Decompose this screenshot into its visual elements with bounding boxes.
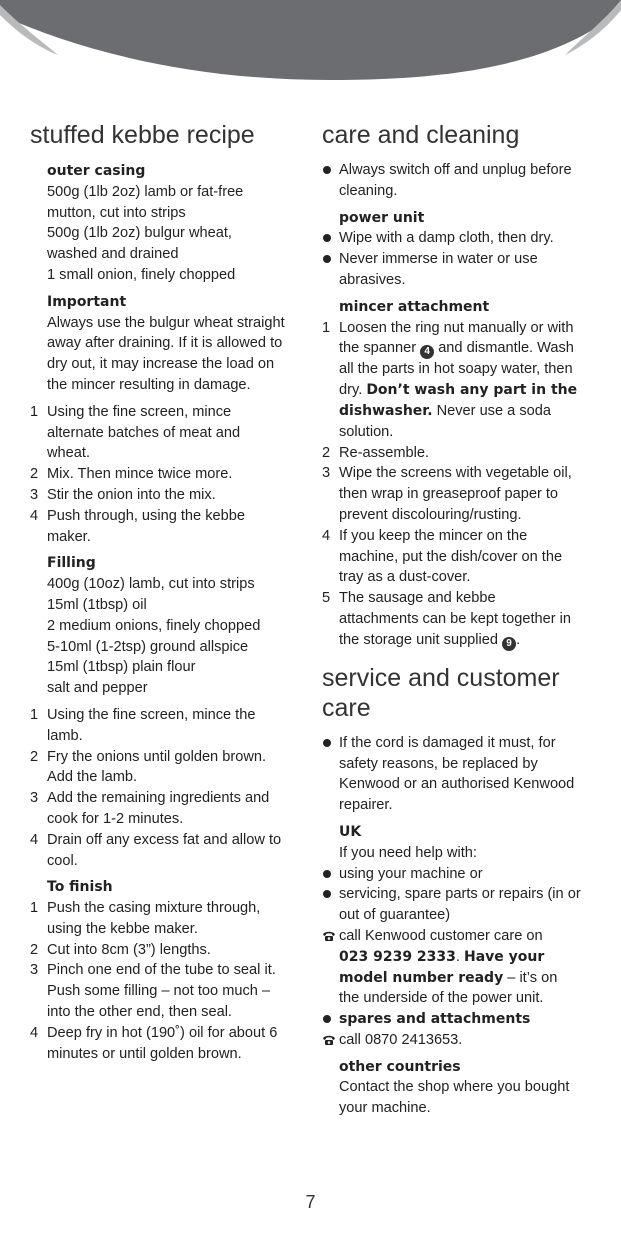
step-line: Deep fry in hot (190˚) oil for about 6 [47,1024,278,1041]
contact-line: call 0870 2413653. [339,1031,463,1048]
step-line [339,380,597,401]
power-unit-heading: power unit [339,209,425,226]
step-number: 4 [30,831,39,848]
list-item [322,588,597,651]
power-unit-section [322,208,597,229]
step-number: 1 [30,900,39,917]
telephone-icon [322,1035,336,1045]
step-line: then wrap in greaseproof paper to [339,486,559,503]
uk-section [322,822,597,864]
header-band-graphic [0,0,621,90]
step-line [339,401,597,422]
bullet-line: Always switch off and unplug before [339,162,572,178]
step-line: If you keep the mincer on the [339,527,528,544]
contact-line: the underside of the power unit. [339,990,544,1007]
contact-text: . [455,948,465,965]
bullet-icon [323,255,331,263]
contact-text: – it’s on [503,969,558,986]
step-number: 2 [30,466,39,483]
spanner-badge: 4 [420,345,434,359]
list-item [30,898,302,940]
step-line: tray as a dust-cover. [339,569,471,586]
other-countries-section [322,1057,597,1119]
ingredient-line: salt and pepper [47,680,148,697]
mincer-heading: mincer attachment [339,298,490,315]
step-line [339,338,597,359]
important-heading: Important [47,293,127,310]
step-line: prevent discolouring/rusting. [339,506,522,523]
bullet-line: cleaning. [339,182,398,199]
step-number: 2 [30,941,39,958]
list-item [322,733,597,816]
step-line: attachments can be kept together in [339,610,572,627]
step-line: Fry the onions until golden brown. [47,748,267,765]
outer-casing-section [30,161,302,396]
telephone-icon [322,931,336,941]
ingredient-line: 500g (1lb 2oz) lamb or fat-free [47,183,244,200]
ingredient-line: 500g (1lb 2oz) bulgur wheat, [47,225,232,242]
step-number: 3 [30,790,39,807]
service-title-line: service and customer [322,663,560,692]
contact-line [339,947,597,968]
other-countries-heading: other countries [339,1058,461,1075]
contact-emphasis: model number ready [339,969,504,986]
bullet-line: safety reasons, be replaced by [339,755,538,772]
step-text: and dismantle. Wash [434,340,574,357]
bullet-icon [323,234,331,242]
mincer-steps [322,318,597,651]
right-column [322,120,597,1119]
ingredient-line: washed and drained [47,246,179,263]
list-item [322,1009,597,1030]
note-line: away after draining. If it is allowed to [47,335,283,352]
list-item [322,463,597,525]
list-item [322,526,597,588]
step-line: Wipe the screens with vegetable oil, [339,465,572,482]
step-number: 1 [322,319,331,336]
bullet-line: repairer. [339,797,393,814]
step-number: 2 [30,748,39,765]
finish-steps [30,898,302,1064]
outer-casing-heading: outer casing [47,163,146,179]
bullet-line: using your machine or [339,865,483,882]
step-line: Push through, using the kebbe [47,507,245,524]
step-text: . [516,631,521,648]
step-number: 4 [30,1024,39,1041]
bullet-icon [323,1015,331,1023]
list-item [322,884,597,926]
note-line: the mincer resulting in damage. [47,376,251,393]
step-line: Stir the onion into the mix. [47,486,216,503]
step-line: cook for 1-2 minutes. [47,810,184,827]
list-item [30,506,302,548]
phone-number: 023 9239 2333 [339,948,456,965]
ingredient-line: 5-10ml (1-2tsp) ground allspice [47,638,249,655]
list-item [322,864,597,885]
step-number: 2 [322,444,331,461]
step-line: using the kebbe maker. [47,920,198,937]
bullet-icon [323,870,331,878]
step-line: cool. [47,852,78,869]
step-text: dry. [339,382,367,399]
ingredient-line: 15ml (1tbsp) oil [47,596,147,613]
step-number: 5 [322,590,331,607]
step-line: Using the fine screen, mince the [47,706,256,723]
step-number: 3 [30,486,39,503]
step-number: 1 [30,706,39,723]
bullet-line: Kenwood or an authorised Kenwood [339,776,575,793]
list-item [30,747,302,789]
step-line: solution. [339,423,394,440]
left-column [30,120,302,1070]
bullet-line: abrasives. [339,271,406,288]
to-finish-section [30,877,302,898]
list-item [30,960,302,1022]
list-item [30,1023,302,1065]
bullet-icon [323,890,331,898]
step-line: Drain off any excess fat and allow to [47,831,282,848]
step-line: lamb. [47,727,83,744]
step-line: Mix. Then mince twice more. [47,466,233,483]
step-line: wheat. [47,445,90,462]
list-item [322,926,597,1009]
step-line: Push the casing mixture through, [47,900,261,917]
warning-text: Don’t wash any part in the [366,382,578,399]
page-number: 7 [305,1192,316,1212]
step-number: 4 [322,527,331,544]
ingredient-line: 1 small onion, finely chopped [47,266,236,283]
note-line: Always use the bulgur wheat straight [47,314,285,331]
service-title [322,663,597,723]
ingredient-line: mutton, cut into strips [47,204,186,221]
list-item [30,705,302,747]
list-item [30,485,302,506]
bullet-line: If the cord is damaged it must, for [339,734,556,751]
recipe-title: stuffed kebbe recipe [30,121,255,149]
filling-heading: Filling [47,555,96,572]
step-text: the spanner [339,340,421,357]
service-bullets [322,733,597,816]
storage-unit-badge: 9 [502,637,516,651]
care-bullets [322,160,597,202]
list-item [30,940,302,961]
uk-intro: If you need help with: [339,844,477,861]
step-line: into the other end, then seal. [47,1004,232,1021]
mincer-section [322,297,597,318]
contact-line [339,968,597,989]
step-text: the storage unit supplied [339,631,503,648]
step-number: 4 [30,507,39,524]
list-item [30,402,302,464]
step-line: Using the fine screen, mince [47,403,232,420]
bullet-icon [323,166,331,174]
note-line: dry out, it may increase the load on [47,356,275,373]
step-line: Cut into 8cm (3”) lengths. [47,941,211,958]
bullet-line: out of guarantee) [339,907,451,924]
filling-section [30,553,302,699]
list-item [30,788,302,830]
filling-steps [30,705,302,871]
step-number: 1 [30,403,39,420]
important-note [47,313,302,396]
uk-list [322,864,597,1051]
other-line: your machine. [339,1100,431,1117]
step-line: all the parts in hot soapy water, then [339,361,573,378]
list-item [30,464,302,485]
step-line: Pinch one end of the tube to seal it. [47,962,276,979]
bullet-line: Wipe with a damp cloth, then dry. [339,230,554,247]
list-item [322,318,597,443]
bullet-icon [323,739,331,747]
step-line: maker. [47,528,91,545]
step-line: Add the lamb. [47,769,138,786]
list-item [322,1030,597,1051]
step-line: machine, put the dish/cover on the [339,548,563,565]
uk-heading: UK [339,823,362,840]
step-line: minutes or until golden brown. [47,1045,242,1062]
step-line: alternate batches of meat and [47,424,241,441]
bullet-line: servicing, spare parts or repairs (in or [339,886,581,903]
step-line: Loosen the ring nut manually or with [339,319,574,336]
other-line: Contact the shop where you bought [339,1079,570,1096]
filling-ingredients [47,574,302,699]
care-cleaning-title: care and cleaning [322,121,520,149]
list-item [322,443,597,464]
contact-emphasis: Have your [464,948,545,965]
to-finish-heading: To finish [47,879,113,896]
warning-text: dishwasher. [339,402,433,419]
step-line: Re-assemble. [339,444,430,461]
step-text: Never use a soda [432,402,551,419]
bullet-line: Never immerse in water or use [339,251,538,268]
list-item [30,830,302,872]
step-line: Add the remaining ingredients and [47,790,270,807]
list-item [322,249,597,291]
ingredient-line: 15ml (1tbsp) plain flour [47,659,196,676]
list-item [322,160,597,202]
power-unit-bullets [322,228,597,290]
service-title-line: care [322,693,371,722]
casing-steps [30,402,302,548]
step-line: The sausage and kebbe [339,590,496,607]
step-number: 3 [30,962,39,979]
step-line: Push some filling – not too much – [47,983,271,1000]
step-line [339,630,597,651]
list-item [322,228,597,249]
spares-heading: spares and attachments [339,1011,531,1028]
step-number: 3 [322,465,331,482]
ingredient-line: 400g (10oz) lamb, cut into strips [47,576,255,593]
ingredient-line: 2 medium onions, finely chopped [47,617,261,634]
contact-line: call Kenwood customer care on [339,927,543,944]
outer-casing-ingredients [47,182,302,286]
